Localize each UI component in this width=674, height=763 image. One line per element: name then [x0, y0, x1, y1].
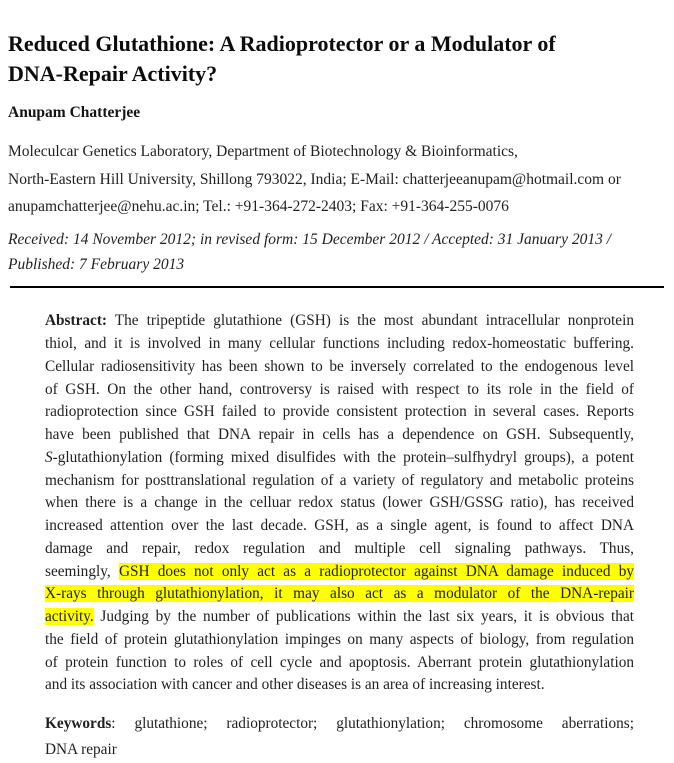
text-line — [45, 674, 634, 697]
highlighted-text: GSH does not only act as a radioprotector against DNA damage induced by — [118, 562, 634, 580]
text-line — [45, 492, 634, 515]
text-run: -glutathionylation (forming mixed disulfides with the protein–sulfhydryl groups), a potent — [52, 448, 634, 466]
text-run: thiol, and it is involved in many cellular functions including redox-homeostatic buffering. — [45, 335, 634, 353]
text-run: have been published that DNA repair in cells has a dependence on GSH. Subsequently, — [45, 426, 634, 444]
text-line — [45, 424, 634, 447]
text-line — [45, 652, 634, 675]
text-run: The tripeptide glutathione (GSH) is the most abundant intracellular nonprotein — [107, 312, 634, 330]
text-line — [45, 333, 634, 356]
text-line — [8, 193, 666, 220]
text-line — [8, 227, 666, 252]
paper-title — [8, 29, 666, 89]
text-line — [45, 310, 634, 333]
article-history-dates — [8, 227, 666, 277]
text-run: DNA-Repair Activity? — [8, 60, 218, 86]
text-line — [45, 538, 634, 561]
text-line — [45, 515, 634, 538]
text-run: damage and repair, redox regulation and multiple cell signaling pathways. Thus, — [45, 539, 634, 557]
text-line — [8, 59, 666, 89]
section-divider — [10, 286, 664, 288]
text-run: Published: 7 February 2013 — [8, 256, 185, 274]
abstract-section — [45, 310, 634, 697]
affiliation — [8, 138, 666, 220]
text-run: seemingly, — [45, 562, 119, 580]
text-run: of protein function to roles of cell cycle and apoptosis. Aberrant protein glutathionylation — [45, 653, 634, 671]
text-line — [45, 401, 634, 424]
text-run: the field of protein glutathionylation impinges on many aspects of biology, from regulation — [45, 630, 634, 648]
text-line — [45, 606, 634, 629]
text-line — [45, 711, 634, 737]
text-line — [45, 470, 634, 493]
text-run: increased attention over the last decade. GSH, as a single agent, is found to affect DNA — [45, 517, 634, 535]
text-run: Judging by the number of publications within the last six years, it is obvious that — [93, 608, 634, 626]
highlighted-text: X-rays through glutathionylation, it may also act as a modulator of the DNA-repair — [45, 585, 634, 603]
text-line — [45, 737, 634, 763]
text-line — [45, 447, 634, 470]
author-name: Anupam Chatterjee — [8, 104, 141, 122]
text-run: Cellular radiosensitivity has been shown to be inversely correlated to the endogenous level — [45, 357, 634, 375]
text-run: when there is a change in the celluar redox status (lower GSH/GSSG ratio), has received — [45, 494, 634, 512]
text-line — [8, 166, 666, 193]
keywords-section — [45, 711, 634, 763]
text-run: anupamchatterjee@nehu.ac.in; Tel.: +91-364-272-2403; Fax: +91-364-255-0076 — [8, 198, 509, 216]
text-run: Received: 14 November 2012; in revised form: 15 December 2012 / Accepted: 31 January 2013 / — [8, 231, 612, 249]
text-run: mechanism for posttranslational regulation of a variety of regulatory and metabolic proteins — [45, 471, 634, 489]
text-line — [45, 629, 634, 652]
text-line — [8, 138, 666, 165]
text-line — [45, 583, 634, 606]
text-run: S — [45, 448, 53, 466]
text-line — [45, 356, 634, 379]
text-line — [45, 379, 634, 402]
text-run: : glutathione; radioprotector; glutathionylation; chromosome aberrations; — [111, 715, 634, 733]
text-run: DNA repair — [45, 741, 117, 759]
text-run: Reduced Glutathione: A Radioprotector or a Modulator of — [8, 30, 556, 56]
highlighted-text: activity. — [45, 608, 94, 626]
text-line — [45, 561, 634, 584]
text-line — [8, 252, 666, 277]
text-run: and its association with cancer and other diseases is an area of increasing interest. — [45, 676, 545, 694]
text-run: North-Eastern Hill University, Shillong 793022, India; E-Mail: chatterjeeanupam@hotmail.com or — [8, 170, 621, 188]
text-run: Moleculcar Genetics Laboratory, Department of Biotechnology & Bioinformatics, — [8, 143, 518, 161]
text-line — [8, 29, 666, 59]
text-run: radioprotection since GSH failed to provide consistent protection in several cases. Reports — [45, 403, 634, 421]
text-run: Abstract: — [45, 312, 108, 330]
text-run: Keywords — [45, 715, 112, 733]
text-run: of GSH. On the other hand, controversy is raised with respect to its role in the field of — [45, 380, 634, 398]
